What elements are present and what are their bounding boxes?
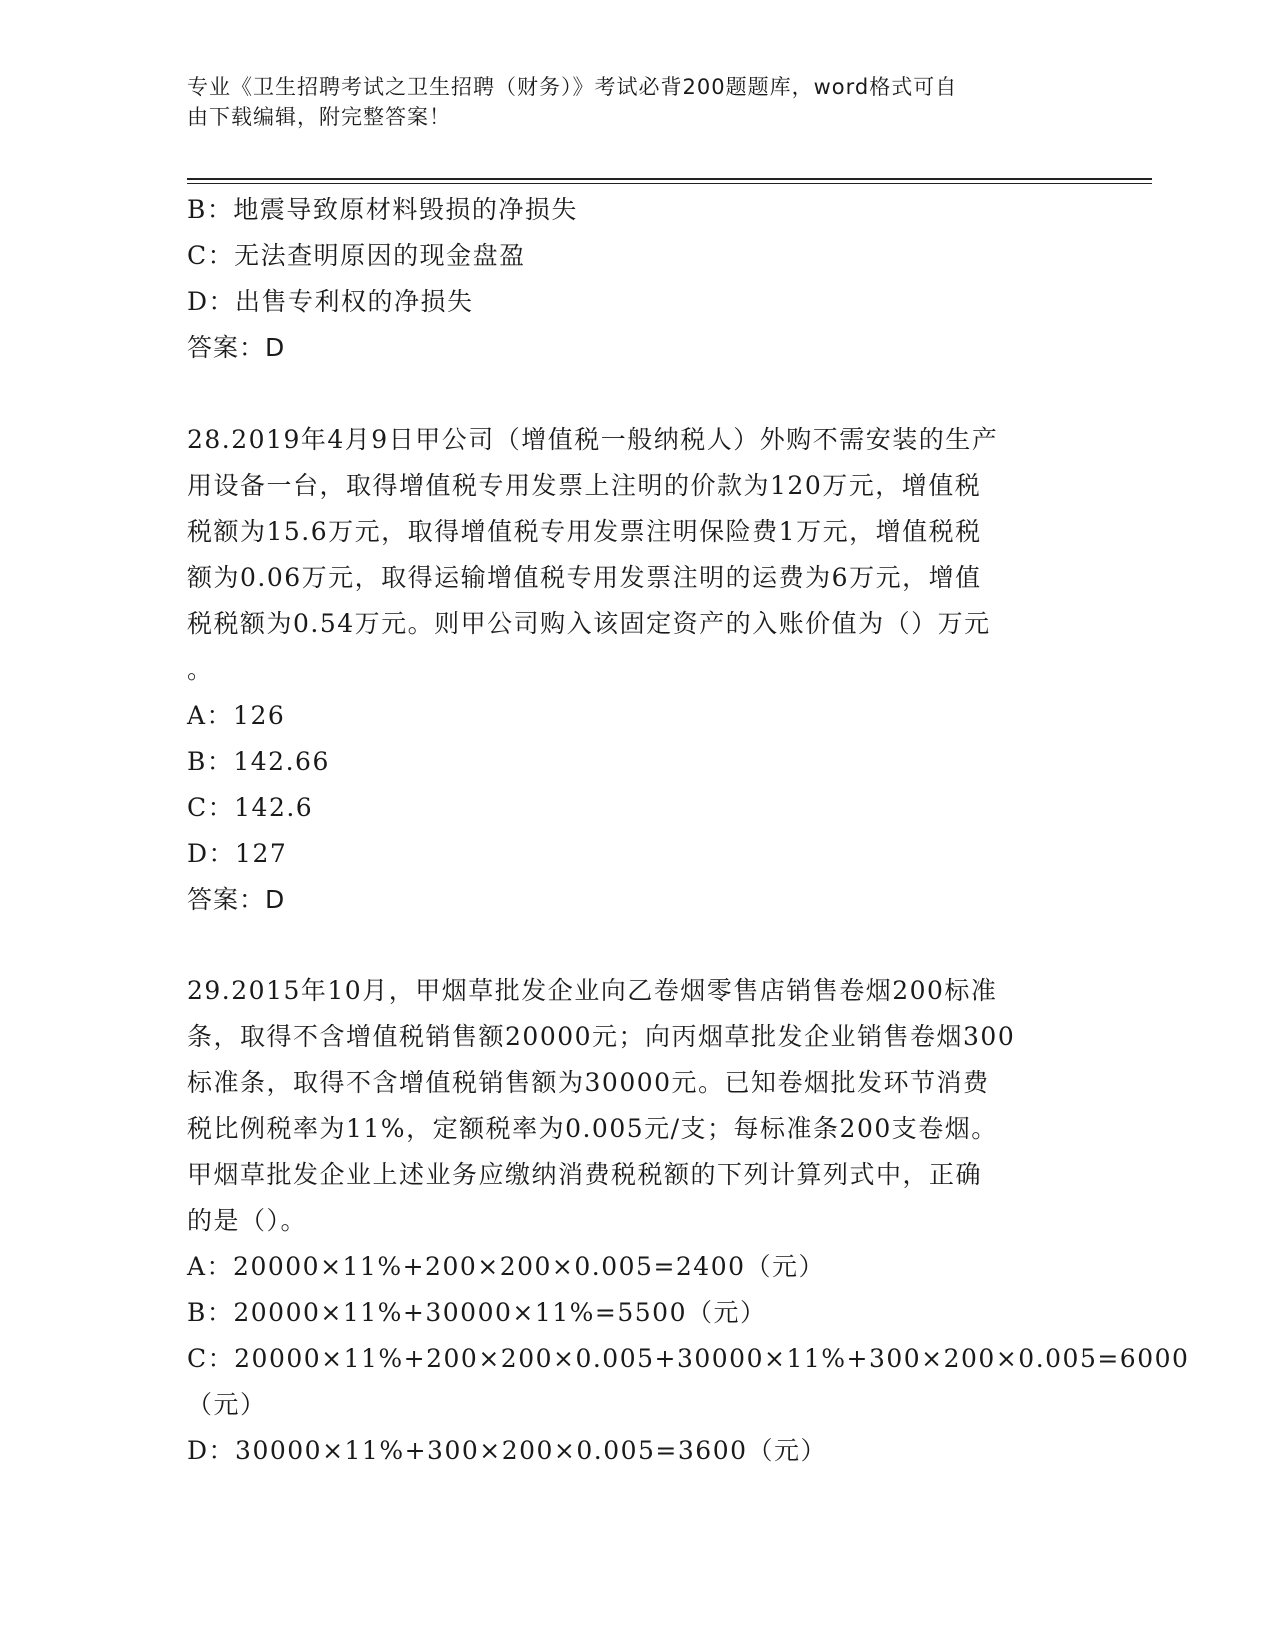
option-c-continuation: （元）	[187, 1390, 267, 1419]
answer-line: 答案：D	[187, 333, 286, 362]
option-a: A：20000×11%+200×200×0.005=2400（元）	[187, 1252, 826, 1281]
question-text-line: 税额为15.6万元，取得增值税专用发票注明保险费1万元，增值税税	[187, 517, 982, 546]
question-28	[187, 417, 1087, 923]
question-text-line: 标准条，取得不含增值税销售额为30000元。已知卷烟批发环节消费	[187, 1068, 990, 1097]
question-29	[187, 968, 1190, 1474]
question-text-line: 额为0.06万元，取得运输增值税专用发票注明的运费为6万元，增值	[187, 563, 982, 592]
option-c: C：142.6	[187, 793, 314, 822]
option-b: B：20000×11%+30000×11%=5500（元）	[187, 1298, 767, 1327]
previous-question-tail	[187, 187, 1087, 371]
question-text-line: 的是（）。	[187, 1206, 308, 1235]
option-d: D：30000×11%+300×200×0.005=3600（元）	[187, 1436, 828, 1465]
document-header	[187, 72, 1067, 132]
question-text-line: 税比例税率为11%，定额税率为0.005元/支；每标准条200支卷烟。	[187, 1114, 998, 1143]
question-text-line: 28.2019年4月9日甲公司（增值税一般纳税人）外购不需安装的生产	[187, 425, 999, 454]
option-a: A：126	[187, 701, 286, 730]
header-line-1: 专业《卫生招聘考试之卫生招聘（财务）》考试必背200题题库，word格式可自	[187, 75, 958, 99]
option-b: B：地震导致原材料毁损的净损失	[187, 195, 578, 224]
option-b: B：142.66	[187, 747, 330, 776]
option-d: D：127	[187, 839, 288, 868]
answer-line: 答案：D	[187, 885, 286, 914]
header-rule-thick	[187, 178, 1152, 180]
option-d: D：出售专利权的净损失	[187, 287, 474, 316]
header-line-2: 由下载编辑，附完整答案！	[187, 105, 451, 129]
option-c: C：无法查明原因的现金盘盈	[187, 241, 526, 270]
question-text-line: 税税额为0.54万元。则甲公司购入该固定资产的入账价值为（）万元	[187, 609, 991, 638]
header-rule-thin	[187, 183, 1152, 184]
question-text-line: 。	[187, 655, 214, 684]
question-text-line: 用设备一台，取得增值税专用发票上注明的价款为120万元，增值税	[187, 471, 982, 500]
document-body	[187, 187, 1190, 1474]
question-text-line: 条，取得不含增值税销售额20000元；向丙烟草批发企业销售卷烟300	[187, 1022, 1016, 1051]
question-text-line: 29.2015年10月，甲烟草批发企业向乙卷烟零售店销售卷烟200标准	[187, 976, 998, 1005]
question-text-line: 甲烟草批发企业上述业务应缴纳消费税税额的下列计算列式中，正确	[187, 1160, 983, 1189]
option-c: C：20000×11%+200×200×0.005+30000×11%+300×200×0.005=6000	[187, 1344, 1190, 1373]
